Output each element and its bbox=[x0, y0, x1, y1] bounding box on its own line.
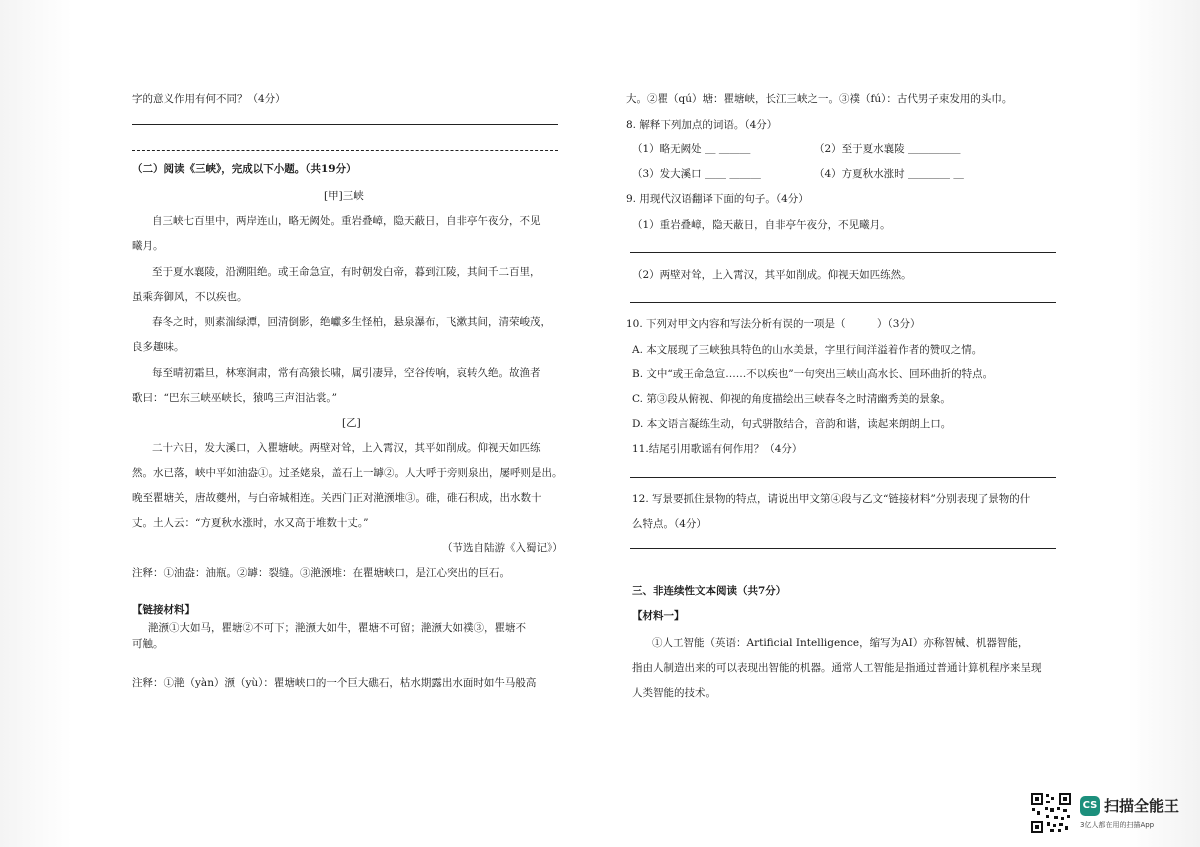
question-8-item-3: （3）发大溪口 ＿＿ ＿＿＿ bbox=[632, 168, 761, 180]
question-tail: 字的意义作用有何不同？（4分） bbox=[132, 93, 286, 105]
passage-line: 人类智能的技术。 bbox=[632, 687, 716, 699]
passage-title: [甲]三峡 bbox=[324, 190, 364, 202]
passage-line: 可触。 bbox=[132, 638, 164, 650]
question-11: 11.结尾引用歌谣有何作用？（4分） bbox=[632, 443, 803, 455]
question-8-item-2: （2）至于夏水襄陵 ＿＿＿＿＿ bbox=[814, 143, 961, 155]
question-9-item-1: （1）重岩叠嶂，隐天蔽日，自非亭午夜分，不见曦月。 bbox=[632, 219, 891, 231]
option-b: B. 文中“或王命急宣……不以疾也”一句突出三峡山高水长、回环曲折的特点。 bbox=[632, 368, 994, 380]
qr-code-icon bbox=[1030, 792, 1072, 834]
passage-title: [乙] bbox=[342, 417, 361, 429]
answer-line bbox=[132, 124, 558, 125]
material-heading: 【材料一】 bbox=[632, 610, 685, 622]
camscanner-logo-icon: CS bbox=[1080, 796, 1100, 816]
option-a: A. 本文展现了三峡独具特色的山水美景，字里行间洋溢着作者的赞叹之情。 bbox=[632, 344, 983, 356]
link-material-heading: 【链接材料】 bbox=[132, 604, 195, 616]
answer-line bbox=[630, 477, 1056, 478]
passage-line: 丈。土人云：“方夏秋水涨时，水又高于堆数十丈。” bbox=[132, 517, 369, 529]
option-d: D. 本文语言凝练生动，句式骈散结合，音韵和谐，读起来朗朗上口。 bbox=[632, 418, 952, 430]
question-9-item-2: （2）两壁对耸，上入霄汉，其平如削成。仰视天如匹练然。 bbox=[632, 269, 912, 281]
passage-line: 滟滪①大如马，瞿塘②不可下；滟滪大如牛，瞿塘不可留；滟滪大如襆③，瞿塘不 bbox=[148, 622, 526, 634]
passage-line: 歌曰：“巴东三峡巫峡长，猿鸣三声泪沾裳。” bbox=[132, 392, 337, 404]
answer-line bbox=[630, 548, 1056, 549]
passage-line: 自三峡七百里中，两岸连山，略无阙处。重岩叠嶂，隐天蔽日，自非亭午夜分，不见 bbox=[152, 215, 541, 227]
source-note: （节选自陆游《入蜀记》） bbox=[442, 542, 563, 554]
answer-line bbox=[132, 150, 558, 151]
section-heading: （二）阅读《三峡》，完成以下小题。（共19分） bbox=[132, 163, 357, 175]
question-8: 8. 解释下列加点的词语。（4分） bbox=[626, 119, 778, 131]
annotation: 大。②瞿（qú）塘：瞿塘峡，长江三峡之一。③襆（fú）：古代男子束发用的头巾。 bbox=[626, 93, 1013, 105]
answer-line bbox=[630, 252, 1056, 253]
passage-line: 良多趣味。 bbox=[132, 341, 185, 353]
question-8-item-4: （4）方夏秋水涨时 ＿＿＿＿ ＿ bbox=[814, 168, 964, 180]
passage-line: 晚至瞿塘关，唐故夔州，与白帝城相连。关西门正对滟滪堆③。碓，碓石积成，出水数十 bbox=[132, 492, 542, 504]
brand-tagline: 3亿人都在用的扫描App bbox=[1080, 821, 1155, 829]
section-heading: 三、非连续性文本阅读（共7分） bbox=[632, 585, 787, 597]
option-c: C. 第③段从俯视、仰视的角度描绘出三峡春冬之时清幽秀美的景象。 bbox=[632, 393, 951, 405]
annotation: 注释：①油盎：油瓶。②罅：裂缝。③滟滪堆：在瞿塘峡口，是江心突出的巨石。 bbox=[132, 567, 510, 579]
passage-line: 春冬之时，则素湍绿潭，回清倒影，绝巘多生怪柏，悬泉瀑布，飞漱其间，清荣峻茂， bbox=[152, 316, 551, 328]
passage-line: 虽乘奔御风，不以疾也。 bbox=[132, 291, 248, 303]
annotation: 注释：①滟（yàn）滪（yù）：瞿塘峡口的一个巨大礁石，枯水期露出水面时如牛马般高 bbox=[132, 677, 537, 689]
answer-line bbox=[630, 302, 1056, 303]
passage-line: 指由人制造出来的可以表现出智能的机器。通常人工智能是指通过普通计算机程序来呈现 bbox=[632, 662, 1042, 674]
passage-line: 然。水已落，峡中平如油盎①。过圣姥泉，盖石上一罅②。人大呼于旁则泉出，屡呼则是出。 bbox=[132, 467, 563, 479]
passage-line: 二十六日，发大溪口，入瞿塘峡。两壁对耸，上入霄汉，其平如削成。仰视天如匹练 bbox=[152, 442, 541, 454]
question-12: 12. 写景要抓住景物的特点，请说出甲文第④段与乙文“链接材料”分别表现了景物的什 bbox=[632, 493, 1031, 505]
passage-line: 至于夏水襄陵，沿溯阻绝。或王命急宣，有时朝发白帝，暮到江陵，其间千二百里， bbox=[152, 266, 541, 278]
passage-line: 每至晴初霜旦，林寒涧肃，常有高猿长啸，属引凄异，空谷传响，哀转久绝。故渔者 bbox=[152, 367, 541, 379]
passage-line: ①人工智能（英语：Artificial Intelligence，缩写为AI）亦称智械、机器智能， bbox=[652, 637, 1029, 649]
question-8-item-1: （1）略无阙处 ＿ ＿＿＿ bbox=[632, 143, 751, 155]
question-12: 么特点。（4分） bbox=[632, 518, 707, 530]
question-9: 9. 用现代汉语翻译下面的句子。（4分） bbox=[626, 193, 809, 205]
brand-name: 扫描全能王 bbox=[1104, 797, 1180, 815]
question-10: 10. 下列对甲文内容和写法分析有误的一项是（ ）（3分） bbox=[626, 318, 921, 330]
passage-line: 曦月。 bbox=[132, 240, 164, 252]
